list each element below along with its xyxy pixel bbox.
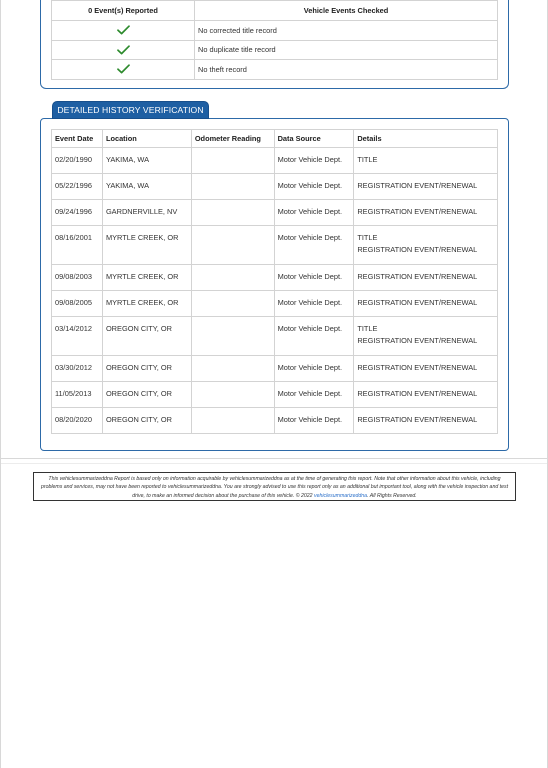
cell-event-date: 09/24/1996 <box>52 200 103 226</box>
cell-data-source: Motor Vehicle Dept. <box>274 382 354 408</box>
cell-location: OREGON CITY, OR <box>102 317 191 356</box>
cell-location: MYRTLE CREEK, OR <box>102 226 191 265</box>
cell-details <box>354 226 498 265</box>
check-icon <box>117 64 130 74</box>
cell-data-source: Motor Vehicle Dept. <box>274 291 354 317</box>
cell-location: MYRTLE CREEK, OR <box>102 291 191 317</box>
events-reported-header: 0 Event(s) Reported <box>52 1 195 21</box>
cell-odometer <box>191 148 274 174</box>
summary-check-text: No corrected title record <box>195 21 498 41</box>
cell-details <box>354 408 498 434</box>
detail-line: REGISTRATION EVENT/RENEWAL <box>357 244 478 254</box>
cell-location: YAKIMA, WA <box>102 174 191 200</box>
cell-details <box>354 317 498 356</box>
cell-odometer <box>191 226 274 265</box>
disclaimer-link[interactable]: vehiclesummarizeddna <box>314 492 368 499</box>
header-details: Details <box>354 130 498 148</box>
cell-event-date: 05/22/1996 <box>52 174 103 200</box>
events-checked-header: Vehicle Events Checked <box>195 1 498 21</box>
cell-odometer <box>191 382 274 408</box>
cell-event-date: 02/20/1990 <box>52 148 103 174</box>
summary-check-text: No theft record <box>195 60 498 80</box>
history-row <box>52 408 498 434</box>
detail-line: TITLE <box>357 233 378 242</box>
cell-details <box>354 265 498 291</box>
cell-event-date: 09/08/2005 <box>52 291 103 317</box>
summary-status-cell <box>52 40 195 60</box>
cell-details <box>354 291 498 317</box>
disclaimer <box>33 472 516 501</box>
detail-line: REGISTRATION EVENT/RENEWAL <box>357 181 478 190</box>
cell-odometer <box>191 265 274 291</box>
history-row <box>52 265 498 291</box>
summary-check-text: No duplicate title record <box>195 40 498 60</box>
cell-location: MYRTLE CREEK, OR <box>102 265 191 291</box>
cell-location: GARDNERVILLE, NV <box>102 200 191 226</box>
cell-event-date: 09/08/2003 <box>52 265 103 291</box>
summary-row <box>52 21 498 41</box>
summary-status-cell <box>52 21 195 41</box>
history-row <box>52 317 498 356</box>
header-event-date: Event Date <box>52 130 103 148</box>
summary-row <box>52 40 498 60</box>
summary-row <box>52 60 498 80</box>
detail-line: REGISTRATION EVENT/RENEWAL <box>357 207 478 216</box>
header-location: Location <box>102 130 191 148</box>
cell-odometer <box>191 408 274 434</box>
cell-data-source: Motor Vehicle Dept. <box>274 148 354 174</box>
history-row <box>52 148 498 174</box>
cell-data-source: Motor Vehicle Dept. <box>274 226 354 265</box>
header-data-source: Data Source <box>274 130 354 148</box>
history-section-tab: DETAILED HISTORY VERIFICATION <box>52 101 209 119</box>
cell-data-source: Motor Vehicle Dept. <box>274 317 354 356</box>
check-icon <box>117 25 130 35</box>
history-row <box>52 226 498 265</box>
cell-odometer <box>191 291 274 317</box>
cell-event-date: 03/14/2012 <box>52 317 103 356</box>
cell-event-date: 08/16/2001 <box>52 226 103 265</box>
disclaimer-rights: . All Rights Reserved. <box>367 492 417 499</box>
summary-table <box>51 0 498 80</box>
cell-data-source: Motor Vehicle Dept. <box>274 174 354 200</box>
history-row <box>52 291 498 317</box>
cell-details <box>354 148 498 174</box>
cell-event-date: 11/05/2013 <box>52 382 103 408</box>
detail-line: REGISTRATION EVENT/RENEWAL <box>357 389 478 398</box>
cell-data-source: Motor Vehicle Dept. <box>274 200 354 226</box>
header-odometer: Odometer Reading <box>191 130 274 148</box>
cell-details <box>354 382 498 408</box>
cell-location: OREGON CITY, OR <box>102 382 191 408</box>
cell-data-source: Motor Vehicle Dept. <box>274 408 354 434</box>
history-row <box>52 174 498 200</box>
cell-odometer <box>191 200 274 226</box>
cell-details <box>354 200 498 226</box>
cell-location: YAKIMA, WA <box>102 148 191 174</box>
detail-line: REGISTRATION EVENT/RENEWAL <box>357 363 478 372</box>
detail-line: REGISTRATION EVENT/RENEWAL <box>357 415 478 424</box>
history-row <box>52 382 498 408</box>
history-row <box>52 356 498 382</box>
cell-odometer <box>191 356 274 382</box>
detail-line: REGISTRATION EVENT/RENEWAL <box>357 272 478 281</box>
page-border-left <box>0 0 1 768</box>
detail-line: TITLE <box>357 155 378 164</box>
detail-line: TITLE <box>357 324 378 333</box>
cell-odometer <box>191 174 274 200</box>
footer-divider <box>1 458 547 459</box>
detail-line: REGISTRATION EVENT/RENEWAL <box>357 335 478 345</box>
summary-status-cell <box>52 60 195 80</box>
cell-location: OREGON CITY, OR <box>102 356 191 382</box>
cell-location: OREGON CITY, OR <box>102 408 191 434</box>
footer-divider-secondary <box>1 463 547 464</box>
cell-odometer <box>191 317 274 356</box>
history-table <box>51 129 498 434</box>
check-icon <box>117 45 130 55</box>
disclaimer-text: This vehiclesummarizeddna Report is based only on information acquirable by vehiclesummarizeddna as at the time of generating this report. Note that other information about this vehicle, including problems and services, may not have been reported to vehiclesummarizeddna. You are strongly advised to use this report only as an additional but important tool, along with the vehicle inspection and test drive, to make an informed decision about the purchase of this vehicle. © 2022 <box>40 476 509 499</box>
history-row <box>52 200 498 226</box>
cell-data-source: Motor Vehicle Dept. <box>274 265 354 291</box>
cell-event-date: 03/30/2012 <box>52 356 103 382</box>
cell-data-source: Motor Vehicle Dept. <box>274 356 354 382</box>
cell-details <box>354 174 498 200</box>
detail-line: REGISTRATION EVENT/RENEWAL <box>357 298 478 307</box>
cell-event-date: 08/20/2020 <box>52 408 103 434</box>
cell-details <box>354 356 498 382</box>
